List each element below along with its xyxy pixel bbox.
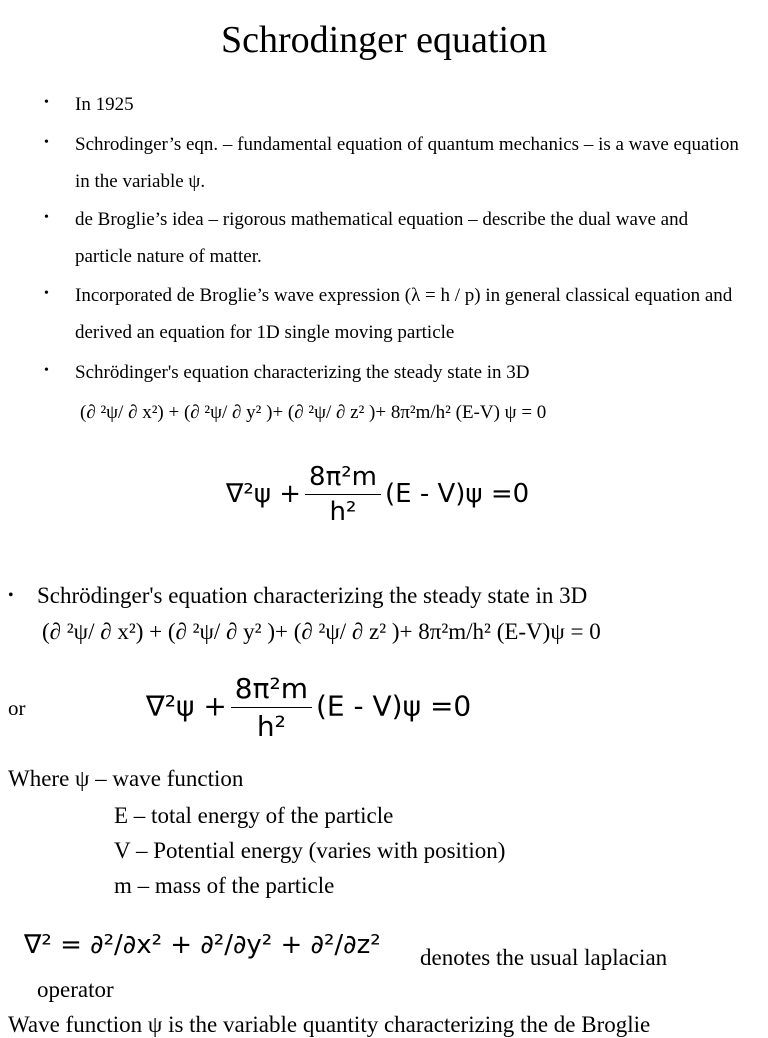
schrodinger-equation-large xyxy=(146,672,471,743)
laplacian-text: denotes the usual laplacian xyxy=(420,945,668,970)
fraction-denominator: h² xyxy=(256,710,286,743)
fraction-denominator: h² xyxy=(329,497,357,527)
bullet-marker: • xyxy=(44,95,49,110)
or-label: or xyxy=(8,696,26,720)
bullet-text: de Broglie’s idea – rigorous mathematical equation – describe the dual wave and particle nature of matter. xyxy=(75,209,689,267)
bullet-text: Schrödinger's equation characterizing the steady state in 3D xyxy=(75,362,530,383)
bullet-marker: • xyxy=(8,587,14,604)
where-item: V – Potential energy (varies with position) xyxy=(114,838,506,863)
bullet-text: Schrodinger’s eqn. – fundamental equation of quantum mechanics – is a wave equation in the variable ψ. xyxy=(75,134,739,192)
page-title: Schrodinger equation xyxy=(220,19,548,61)
where-line: Where ψ – wave function xyxy=(8,766,244,791)
bullet-text: Incorporated de Broglie’s wave expression (λ = h / p) in general classical equation and derived an equation for 1D single moving particle xyxy=(75,285,733,343)
nabla-term: ∇²ψ + xyxy=(146,689,227,723)
bullet-marker: • xyxy=(44,135,49,150)
rhs-term: (E - V)ψ =0 xyxy=(315,689,472,723)
pde-line: (∂ ²ψ/ ∂ x²) + (∂ ²ψ/ ∂ y² )+ (∂ ²ψ/ ∂ z² )+ 8π²m/h² (E-V)ψ = 0 xyxy=(42,619,601,644)
where-item: E – total energy of the particle xyxy=(114,803,394,828)
nabla-term: ∇²ψ + xyxy=(226,479,302,509)
fraction xyxy=(231,672,312,743)
where-item: m – mass of the particle xyxy=(114,873,335,898)
operator-text: operator xyxy=(37,977,114,1002)
pde-line: (∂ ²ψ/ ∂ x²) + (∂ ²ψ/ ∂ y² )+ (∂ ²ψ/ ∂ z² )+ 8π²m/h² (E-V) ψ = 0 xyxy=(80,402,547,423)
rhs-term: (E - V)ψ =0 xyxy=(384,479,530,509)
schrodinger-equation xyxy=(226,462,529,527)
bullet-marker: • xyxy=(44,286,49,301)
bullet-marker: • xyxy=(44,210,49,225)
fraction-numerator: 8π²m xyxy=(305,462,381,495)
laplacian-formula: ∇² = ∂²/∂x² + ∂²/∂y² + ∂²/∂z² xyxy=(24,930,381,960)
bullet-text: Schrödinger's equation characterizing the steady state in 3D xyxy=(37,583,588,608)
bullet-text: In 1925 xyxy=(75,94,134,115)
fraction xyxy=(305,462,381,527)
cut-off-line: Wave function ψ is the variable quantity characterizing the de Broglie xyxy=(8,1012,651,1037)
bullet-marker: • xyxy=(44,363,49,378)
fraction-numerator: 8π²m xyxy=(231,672,312,708)
